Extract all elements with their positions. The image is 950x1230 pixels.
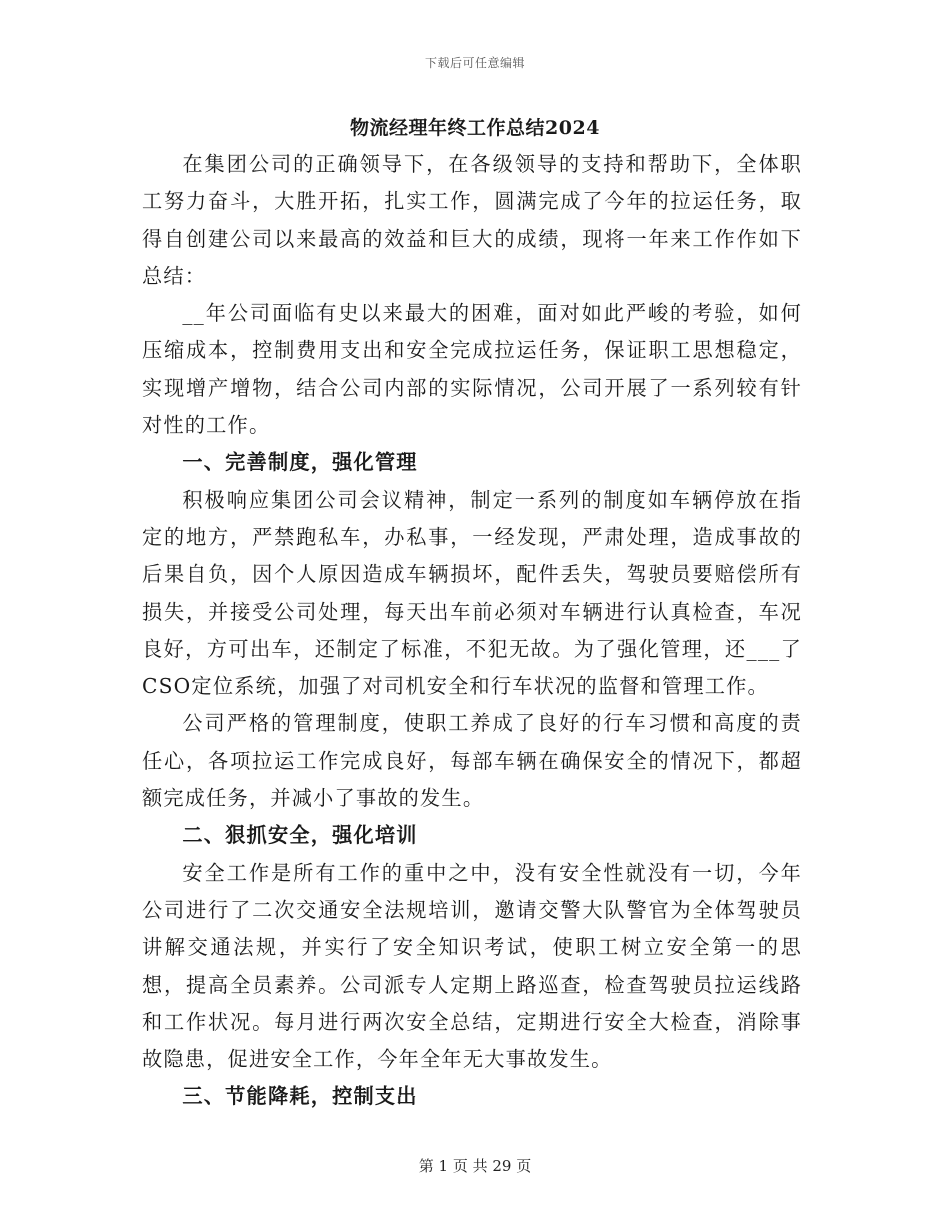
section-heading-3: 三、节能降耗，控制支出 [182,1084,418,1109]
section-heading-1: 一、完善制度，强化管理 [182,450,418,475]
document-title: 物流经理年终工作总结2024 [350,117,600,139]
paragraph-section-2: 安全工作是所有工作的重中之中，没有安全性就没有一切，今年公司进行了二次交通安全法规培训，邀请交警大队警官为全体驾驶员讲解交通法规，并实行了安全知识考试，使职工树立安全第一的思想，提高全员素养。公司派专人定期上路巡查，检查驾驶员拉运线路和工作状况。每月进行两次安全总结，定期进行安全大检查，消除事故隐患，促进安全工作，今年全年无大事故发生。 [142,860,802,1072]
document-body [142,146,802,1116]
paragraph-background: __年公司面临有史以来最大的困难，面对如此严峻的考验，如何压缩成本，控制费用支出和安全完成拉运任务，保证职工思想稳定，实现增产增物，结合公司内部的实际情况，公司开展了一系列较有针对性的工作。 [142,301,802,438]
page-number-footer: 第 1 页 共 29 页 [418,1157,532,1175]
paragraph-intro: 在集团公司的正确领导下，在各级领导的支持和帮助下，全体职工努力奋斗，大胜开拓，扎实工作，圆满完成了今年的拉运任务，取得自创建公司以来最高的效益和巨大的成绩，现将一年来工作作如下总结： [142,152,802,288]
paragraph-section-1a: 积极响应集团公司会议精神，制定一系列的制度如车辆停放在指定的地方，严禁跑私车，办私事，一经发现，严肃处理，造成事故的后果自负，因个人原因造成车辆损坏，配件丢失，驾驶员要赔偿所有损失，并接受公司处理，每天出车前必须对车辆进行认真检查，车况良好，方可出车，还制定了标准，不犯无故。为了强化管理，还___了CSO定位系统，加强了对司机安全和行车状况的监督和管理工作。 [142,487,802,699]
paragraph-section-1b: 公司严格的管理制度，使职工养成了良好的行车习惯和高度的责任心，各项拉运工作完成良好，每部车辆在确保安全的情况下，都超额完成任务，并减小了事故的发生。 [142,711,802,811]
section-heading-2: 二、狠抓安全，强化培训 [182,823,418,848]
page-header-note: 下载后可任意编辑 [424,56,525,70]
